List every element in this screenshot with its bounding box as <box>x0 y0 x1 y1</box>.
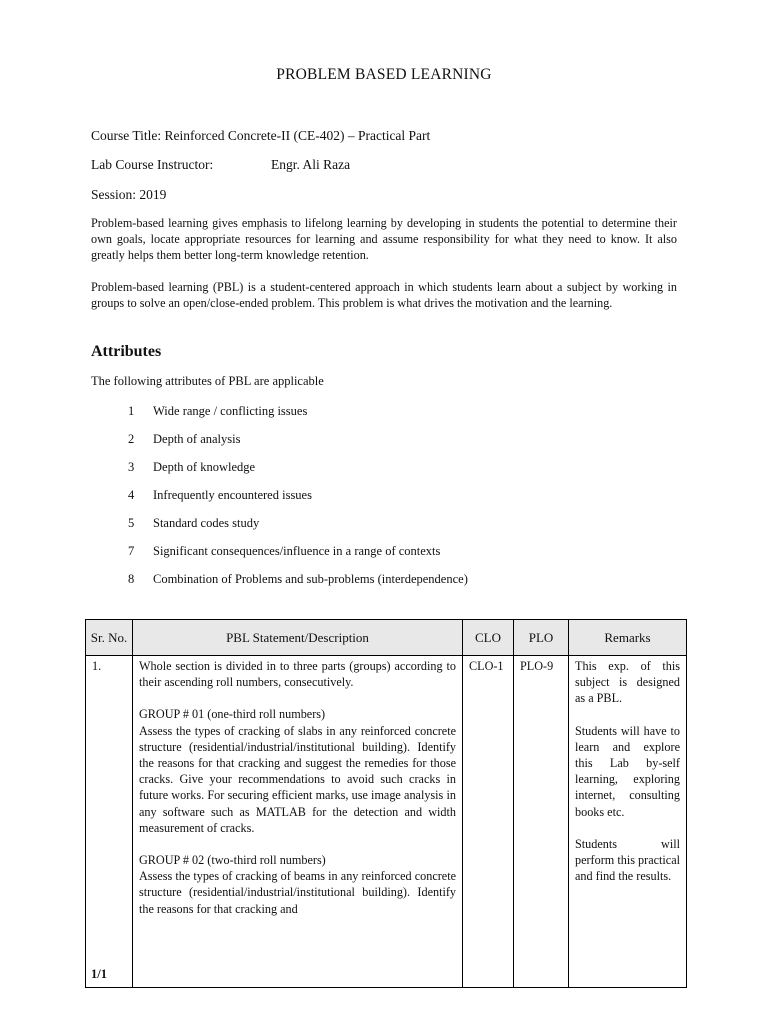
pbl-table <box>85 619 687 988</box>
list-item-number: 1 <box>128 404 135 418</box>
remarks-cell <box>569 656 687 988</box>
list-item-text: Infrequently encountered issues <box>153 488 312 502</box>
plo-header: PLO <box>514 620 569 656</box>
group-2-text: Assess the types of cracking of beams in any reinforced concrete structure (residential/industrial/institutional building). Identify the reasons for that cracking and <box>139 869 456 916</box>
table-header-row <box>86 620 687 656</box>
course-title-value: Reinforced Concrete-II (CE-402) – Practical Part <box>164 128 431 143</box>
course-title-label: Course Title: <box>91 128 162 143</box>
statement-intro: Whole section is divided in to three parts (groups) according to their ascending roll numbers, consecutively. <box>139 659 456 690</box>
plo-cell: PLO-9 <box>514 656 569 988</box>
group-1-title: GROUP # 01 (one-third roll numbers) <box>139 707 326 722</box>
list-item-text: Standard codes study <box>153 516 260 530</box>
list-item-number: 3 <box>128 460 135 474</box>
list-item-text: Depth of analysis <box>153 432 241 446</box>
clo-header: CLO <box>463 620 514 656</box>
list-item-text: Combination of Problems and sub-problems (interdependence) <box>153 572 468 586</box>
instructor-label: Lab Course Instructor: <box>91 157 214 172</box>
list-item-number: 5 <box>128 516 135 530</box>
instructor-value: Engr. Ali Raza <box>271 157 351 172</box>
list-item-number: 7 <box>128 544 135 558</box>
group-1-text: Assess the types of cracking of slabs in any reinforced concrete structure (residential/industrial/institutional building). Identify the reasons for that cracking and suggest the remedies for those cracks. Give your recommendations to avoid such cracks in future works. For securing efficient marks, use image analysis in any software such as MATLAB for the detection and width measurement of cracks. <box>139 723 456 835</box>
statement-cell <box>133 656 463 988</box>
list-item-number: 2 <box>128 432 135 446</box>
group-2-block <box>139 852 456 917</box>
clo-cell: CLO-1 <box>463 656 514 988</box>
page-title: PROBLEM BASED LEARNING <box>276 66 492 83</box>
statement-header: PBL Statement/Description <box>133 620 463 656</box>
group-1-block <box>139 706 456 836</box>
remark-1: This exp. of this subject is designed as a PBL. <box>575 659 680 706</box>
group-2-title: GROUP # 02 (two-third roll numbers) <box>139 853 326 868</box>
intro-paragraph-2: Problem-based learning (PBL) is a student-centered approach in which students learn about a subject by working in groups to solve an open/close-ended problem. This problem is what drives the motivation and the learning. <box>91 280 677 311</box>
remarks-header: Remarks <box>569 620 687 656</box>
session-label: Session: <box>91 187 137 202</box>
course-title-line <box>91 128 430 144</box>
list-item-text: Significant consequences/influence in a range of contexts <box>153 544 441 558</box>
list-item-text: Wide range / conflicting issues <box>153 404 308 418</box>
remark-2: Students will have to learn and explore this Lab by-self learning, exploring internet, consulting books etc. <box>575 723 680 819</box>
sr-no-header: Sr. No. <box>86 620 133 656</box>
intro-paragraph-1: Problem-based learning gives emphasis to lifelong learning by developing in students the potential to determine their own goals, locate appropriate resources for learning and assume responsibility for what they need to know. It also greatly helps them better long-term knowledge retention. <box>91 216 677 263</box>
list-item-number: 8 <box>128 572 135 586</box>
attributes-intro: The following attributes of PBL are applicable <box>91 374 324 388</box>
remark-3: Students will perform this practical and find the results. <box>575 836 680 884</box>
instructor-line <box>91 157 351 173</box>
list-item-number: 4 <box>128 488 135 502</box>
list-item-text: Depth of knowledge <box>153 460 256 474</box>
session-line <box>91 187 166 203</box>
table-row <box>86 656 687 988</box>
sr-no-cell: 1. <box>86 656 133 988</box>
attributes-heading: Attributes <box>91 343 162 360</box>
page-number: 1/1 <box>91 967 107 981</box>
session-value: 2019 <box>139 187 167 202</box>
